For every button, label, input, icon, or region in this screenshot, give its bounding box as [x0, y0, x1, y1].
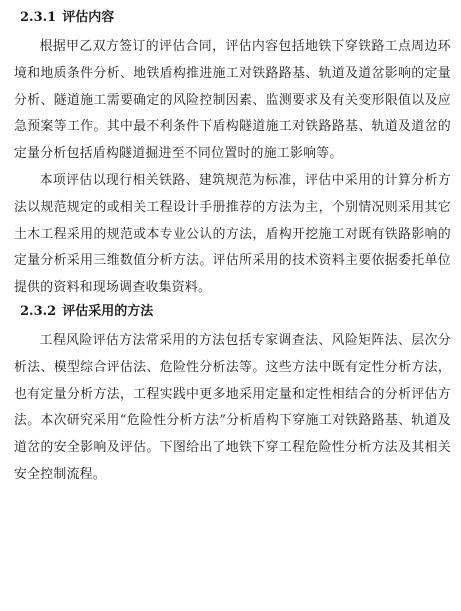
- paragraph-evaluation-methods: 工程风险评估方法常采用的方法包括专家调查法、风险矩阵法、层次分析法、模型综合评估法、危险性分析法等。这些方法中既有定性分析方法，也有定量分析方法，工程实践中更多地采用定量和定性相结合的分析评估方法。本次研究采用“危险性分析方法”分析盾构下穿施工对铁路路基、轨道及道岔的安全影响及评估。下图给出了地铁下穿工程危险性分析方法及其相关安全控制流程。: [14, 332, 451, 482]
- section-title: 评估内容: [62, 10, 115, 25]
- paragraph-evaluation-standards: 本项评估以现行相关铁路、建筑规范为标准，评估中采用的计算分析方法以规范规定的或相关工程设计手册推荐的方法为主，个别情况则采用其它土木工程采用的规范或本专业公认的方法，盾构开挖施工对既有铁路影响的定量分析采用三维数值分析方法。评估所采用的技术资料主要依据委托单位提供的资料和现场调查收集资料。: [14, 172, 451, 296]
- section-number: 2.3.2: [20, 303, 57, 319]
- section-heading-2-3-2: [14, 302, 451, 322]
- section-title: 评估采用的方法: [62, 303, 154, 319]
- section-heading-2-3-1: [14, 8, 451, 28]
- paragraph-evaluation-scope: 根据甲乙双方签订的评估合同，评估内容包括地铁下穿铁路工点周边环境和地质条件分析、地铁盾构推进施工对铁路路基、轨道及道岔影响的定量分析、隧道施工需要确定的风险控制因素、监测要求及有关变形限值以及应急预案等工作。其中最不利条件下盾构隧道施工对铁路路基、轨道及道岔的定量分析包括盾构隧道掘进至不同位置时的施工影响等。: [14, 39, 451, 162]
- section-number: 2.3.1: [20, 10, 57, 25]
